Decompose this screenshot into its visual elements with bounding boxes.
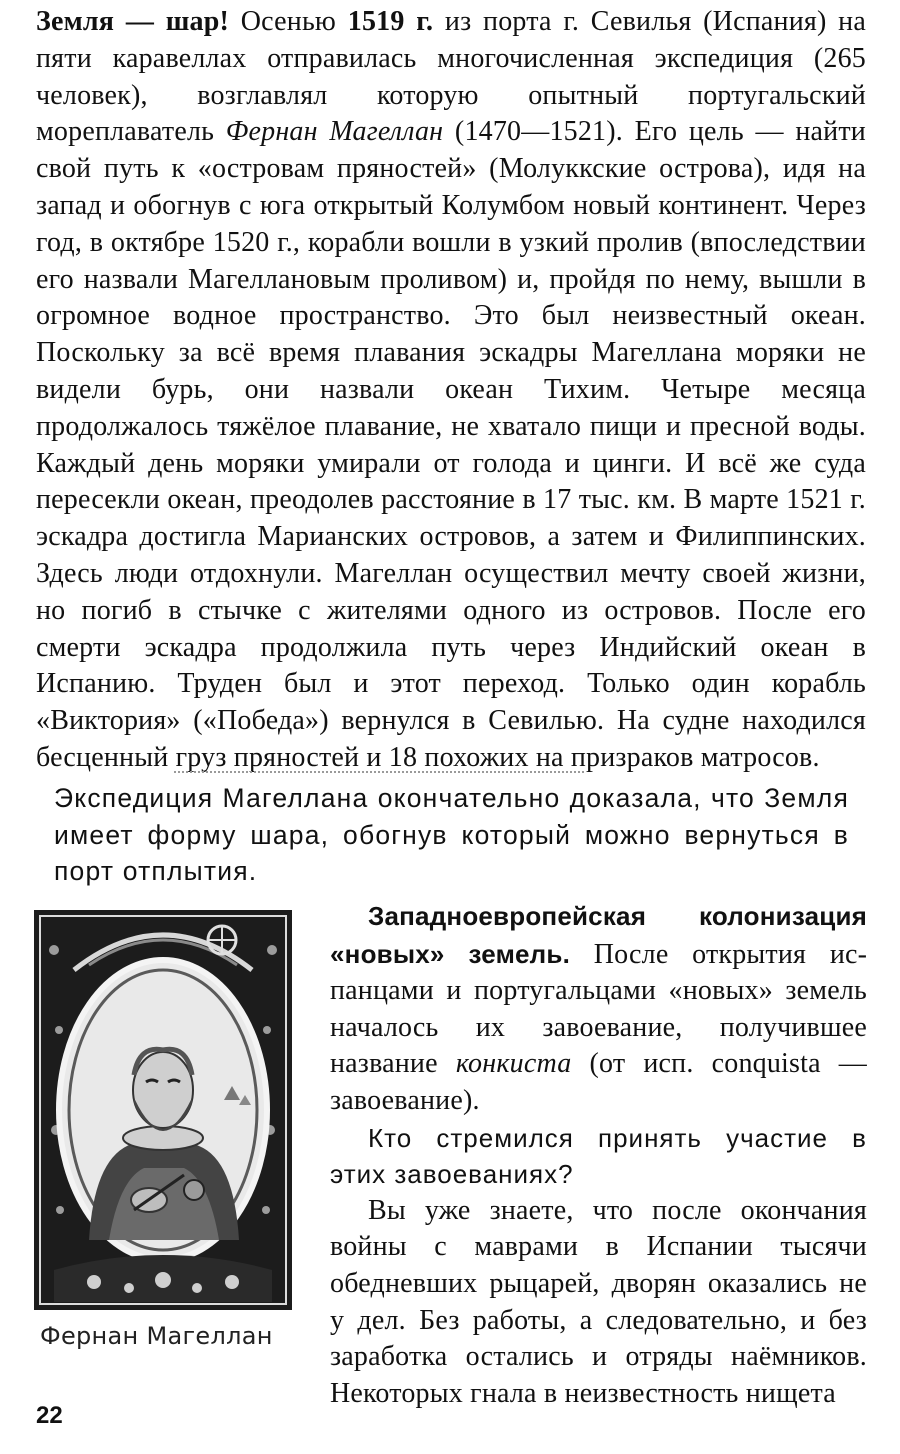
intro-text-2: из порта г. Севилья (Испания) на пяти каравеллах отправилась многочисленная экспедиция (265 человек), возглавлял которую опытный португальский мореплаватель (36, 6, 866, 148)
magellan-portrait-image (34, 910, 292, 1310)
intro-year: 1519 г. (347, 6, 434, 37)
intro-heading: Земля — шар! (36, 6, 230, 37)
portrait-caption: Фернан Магеллан (40, 1322, 273, 1350)
colonization-heading: Западноевропейская колонизация «новых» земель. (330, 901, 867, 969)
colonization-paragraph (330, 898, 867, 1120)
portrait-engraving-icon (34, 910, 292, 1310)
intro-paragraph (36, 4, 866, 777)
intro-text-1: Осенью (229, 6, 348, 37)
colonization-text-2: (от исп. conquista — завоевание). (330, 1048, 867, 1116)
intro-text-3: (1470—1521). Его цель — найти свой путь к «островам пряностей» (Молуккские острова), идя на запад и обогнув с юга открытый Колумбом новый континент. Через год, в октябре 1520 г., корабли вошли в узкий пролив (впоследствии его назвали Магеллановым проливом) и, пройдя по нему, вышли в огромное водное пространство. Это был неизвестный океан. Поскольку за всё время плавания эскадры Магеллана моряки не видели бурь, они назвали океан Тихим. Четыре месяца продолжалось тяжёлое плавание, не хватало пищи и пресной воды. Каждый день моряки умирали от голода и цинги. И всё же суда пересекли океан, преодолев расстояние в 17 тыс. км. В марте 1521 г. эскадра достигла Марианских островов, а затем и Филиппинских. Здесь люди отдохнули. Магеллан осуществил мечту своей жизни, но погиб в стычке с жителями одного из островов. После его смерти эскадра продолжила путь через Индийский океан в Испанию. Труден был и этот переход. Только один корабль «Виктория» («Победа») вернулся в Севилью. На судне находился бесценный груз пряностей и 18 похожих на призраков матросов. (36, 116, 866, 773)
page-number: 22 (36, 1402, 63, 1429)
colonization-text-1: После открытия испанцами и португальцами «новых» земель началось их завоевание, получившее название (330, 938, 867, 1080)
section-divider (174, 771, 584, 773)
conquista-term: конкиста (455, 1048, 572, 1080)
colonization-section (330, 898, 867, 1412)
magellan-name: Фернан Магеллан (225, 116, 444, 148)
question-paragraph: Кто стремился принять участие в этих завоеваниях? (330, 1122, 867, 1190)
conclusion-box: Экспедиция Магеллана окончательно доказала, что Земля имеет форму шара, обогнув который можно вернуться в порт отплытия. (54, 783, 849, 886)
colonization-paragraph-3: Вы уже знаете, что после окончания войны с маврами в Испании тысячи обедневших рыцарей, дворян оказались не у дел. Без работы, а следовательно, и без заработка остались и отряды наёмников. Некоторых гнала в неизвестность нищета (330, 1194, 867, 1409)
